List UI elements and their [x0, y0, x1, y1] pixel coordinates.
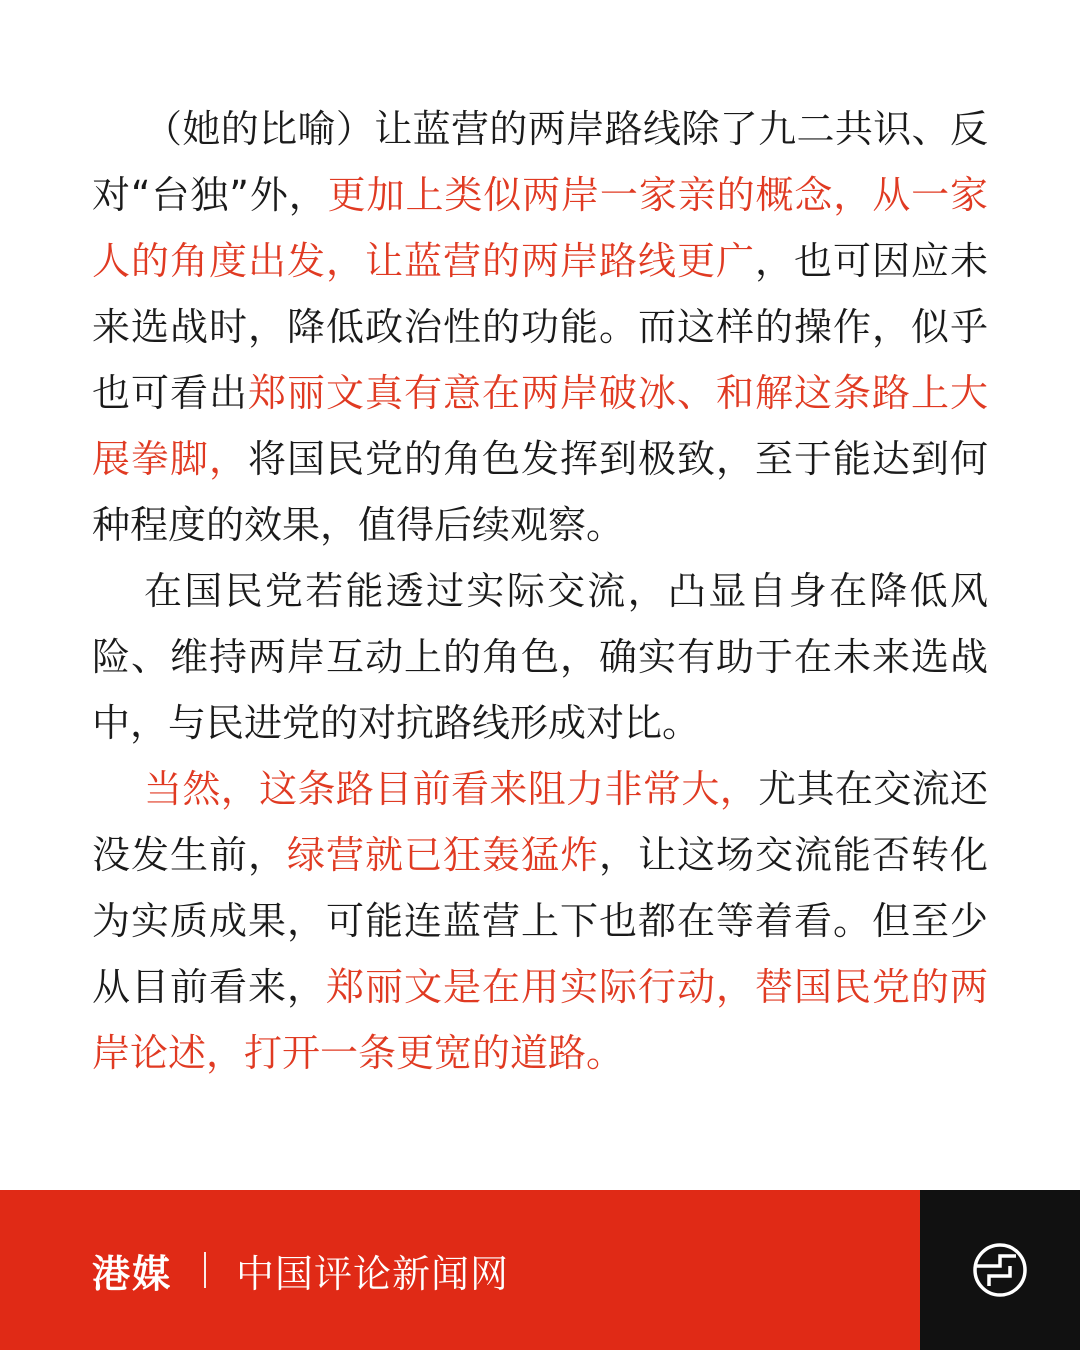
- body-text: 将国民党的角色发挥到极致，至于能达到何种程度的效果，值得后续观察。: [92, 437, 988, 547]
- footer-bar: [0, 1190, 1080, 1350]
- highlighted-text: 更加上类似两岸一家亲的概念，从一家人的角度出发，让蓝营的两岸路线更广: [92, 173, 988, 283]
- body-text: 在国民党若能透过实际交流，凸显自身在降低风险、维持两岸互动上的角色，确实有助于在未来选战中，与民进党的对抗路线形成对比。: [92, 569, 988, 745]
- body-text: ，也可因应未来选战时，降低政治性的功能。而这样的操作，似乎也可看出: [92, 239, 988, 415]
- circle-logo-icon: [972, 1242, 1028, 1298]
- body-text: 尤其在交流还没发生前，: [92, 767, 988, 877]
- highlighted-text: 郑丽文真有意在两岸破冰、和解这条路上大展拳脚，: [92, 371, 988, 481]
- highlighted-text: 郑丽文是在用实际行动，替国民党的两岸论述，打开一条更宽的道路。: [92, 965, 988, 1075]
- highlighted-text: 当然，这条路目前看来阻力非常大，: [144, 767, 759, 811]
- footer-category: 港媒: [92, 1251, 173, 1296]
- article-paragraph: [92, 756, 988, 1086]
- body-text: ，让这场交流能否转化为实质成果，可能连蓝营上下也都在等着看。但至少从目前看来，: [92, 833, 988, 1009]
- footer-divider: [204, 1252, 206, 1288]
- footer-label-area: [0, 1190, 920, 1350]
- article-paragraph: [92, 96, 988, 558]
- body-text: （她的比喻）让蓝营的两岸路线除了九二共识、反对“台独”外，: [92, 107, 988, 217]
- footer-source: 中国评论新闻网: [236, 1251, 510, 1296]
- article-paragraph: [92, 558, 988, 756]
- article-body: [92, 96, 988, 1086]
- highlighted-text: 绿营就已狂轰猛炸: [287, 833, 599, 877]
- footer-logo-area: [920, 1190, 1080, 1350]
